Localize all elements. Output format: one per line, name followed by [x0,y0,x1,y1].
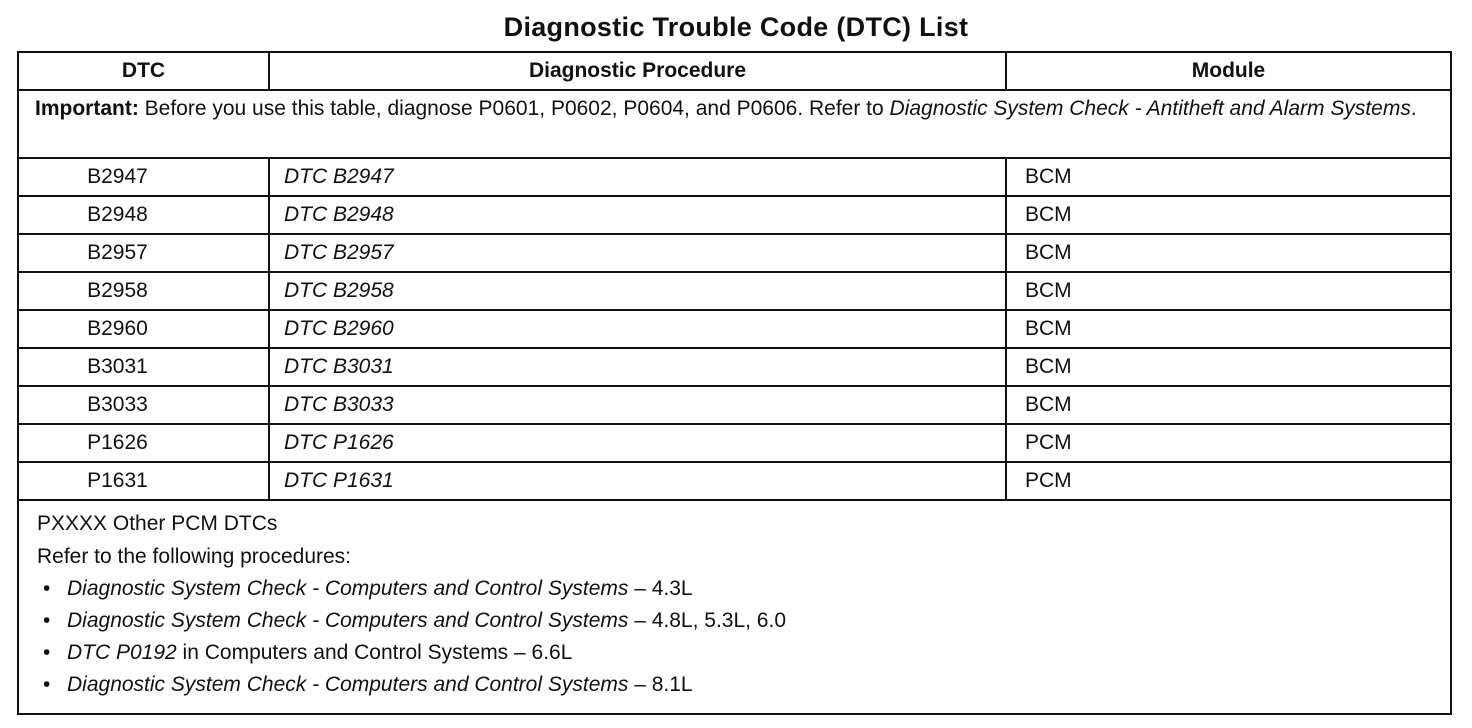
procedure-suffix: – 8.1L [628,673,693,696]
bullet-icon: • [43,577,51,600]
important-reference-link[interactable]: Diagnostic System Check - Antitheft and Alarm Systems [889,97,1411,120]
module-cell: PCM [1006,462,1451,500]
procedure-link-cell[interactable]: DTC B2957 [269,234,1006,272]
bullet-icon: • [43,641,51,664]
dtc-code-cell: B2948 [18,196,269,234]
procedure-suffix: – 4.8L, 5.3L, 6.0 [628,609,786,632]
procedure-link-cell[interactable]: DTC B2960 [269,310,1006,348]
table-row [18,310,1451,348]
module-cell: BCM [1006,348,1451,386]
dtc-table [17,51,1452,715]
important-note [18,90,1451,158]
dtc-code-cell: B2958 [18,272,269,310]
dtc-code-cell: P1626 [18,424,269,462]
procedure-link-cell[interactable]: DTC B3033 [269,386,1006,424]
dtc-code-cell: B2960 [18,310,269,348]
important-end: . [1410,97,1417,120]
procedure-suffix: – 4.3L [628,577,693,600]
bullet-icon: • [43,673,51,696]
header-module: Module [1006,52,1451,90]
procedure-link-cell[interactable]: DTC B2948 [269,196,1006,234]
procedure-suffix: in Computers and Control Systems – 6.6L [176,641,573,664]
table-row [18,234,1451,272]
module-cell: BCM [1006,158,1451,196]
dtc-code-cell: B3031 [18,348,269,386]
other-dtcs-cell [18,500,1451,714]
procedure-link-cell[interactable]: DTC P1631 [269,462,1006,500]
important-text: Before you use this table, diagnose P0601, P0602, P0604, and P0606. Refer to [138,97,890,120]
procedure-link[interactable]: Diagnostic System Check - Computers and Control Systems [67,609,629,632]
dtc-code-cell: B2957 [18,234,269,272]
table-row [18,158,1451,196]
procedure-link-cell[interactable]: DTC B2958 [269,272,1006,310]
table-row [18,348,1451,386]
module-cell: BCM [1006,196,1451,234]
module-cell: BCM [1006,386,1451,424]
other-dtcs-row [18,500,1451,714]
table-row [18,386,1451,424]
module-cell: BCM [1006,310,1451,348]
other-dtcs-intro: Refer to the following procedures: [37,545,352,568]
page-title: Diagnostic Trouble Code (DTC) List [503,12,969,42]
module-cell: PCM [1006,424,1451,462]
procedure-link-cell[interactable]: DTC B2947 [269,158,1006,196]
important-note-row [18,90,1451,158]
module-cell: BCM [1006,234,1451,272]
dtc-code-cell: B3033 [18,386,269,424]
important-label: Important: [35,97,139,120]
header-dtc: DTC [18,52,269,90]
table-row [18,424,1451,462]
header-procedure: Diagnostic Procedure [269,52,1006,90]
dtc-code-cell: P1631 [18,462,269,500]
table-row [18,462,1451,500]
table-row [18,272,1451,310]
procedure-link[interactable]: Diagnostic System Check - Computers and Control Systems [67,673,629,696]
procedure-link[interactable]: DTC P0192 [67,641,177,664]
module-cell: BCM [1006,272,1451,310]
procedure-link-cell[interactable]: DTC P1626 [269,424,1006,462]
table-row [18,196,1451,234]
bullet-icon: • [43,609,51,632]
procedure-link[interactable]: Diagnostic System Check - Computers and Control Systems [67,577,629,600]
list-item [37,669,1432,701]
dtc-code-cell: B2947 [18,158,269,196]
table-header-row [18,52,1451,90]
list-item [37,605,1432,637]
other-dtcs-heading: PXXXX Other PCM DTCs [37,512,278,535]
procedure-link-cell[interactable]: DTC B3031 [269,348,1006,386]
list-item [37,637,1432,669]
procedure-list [37,573,1432,701]
list-item [37,573,1432,605]
